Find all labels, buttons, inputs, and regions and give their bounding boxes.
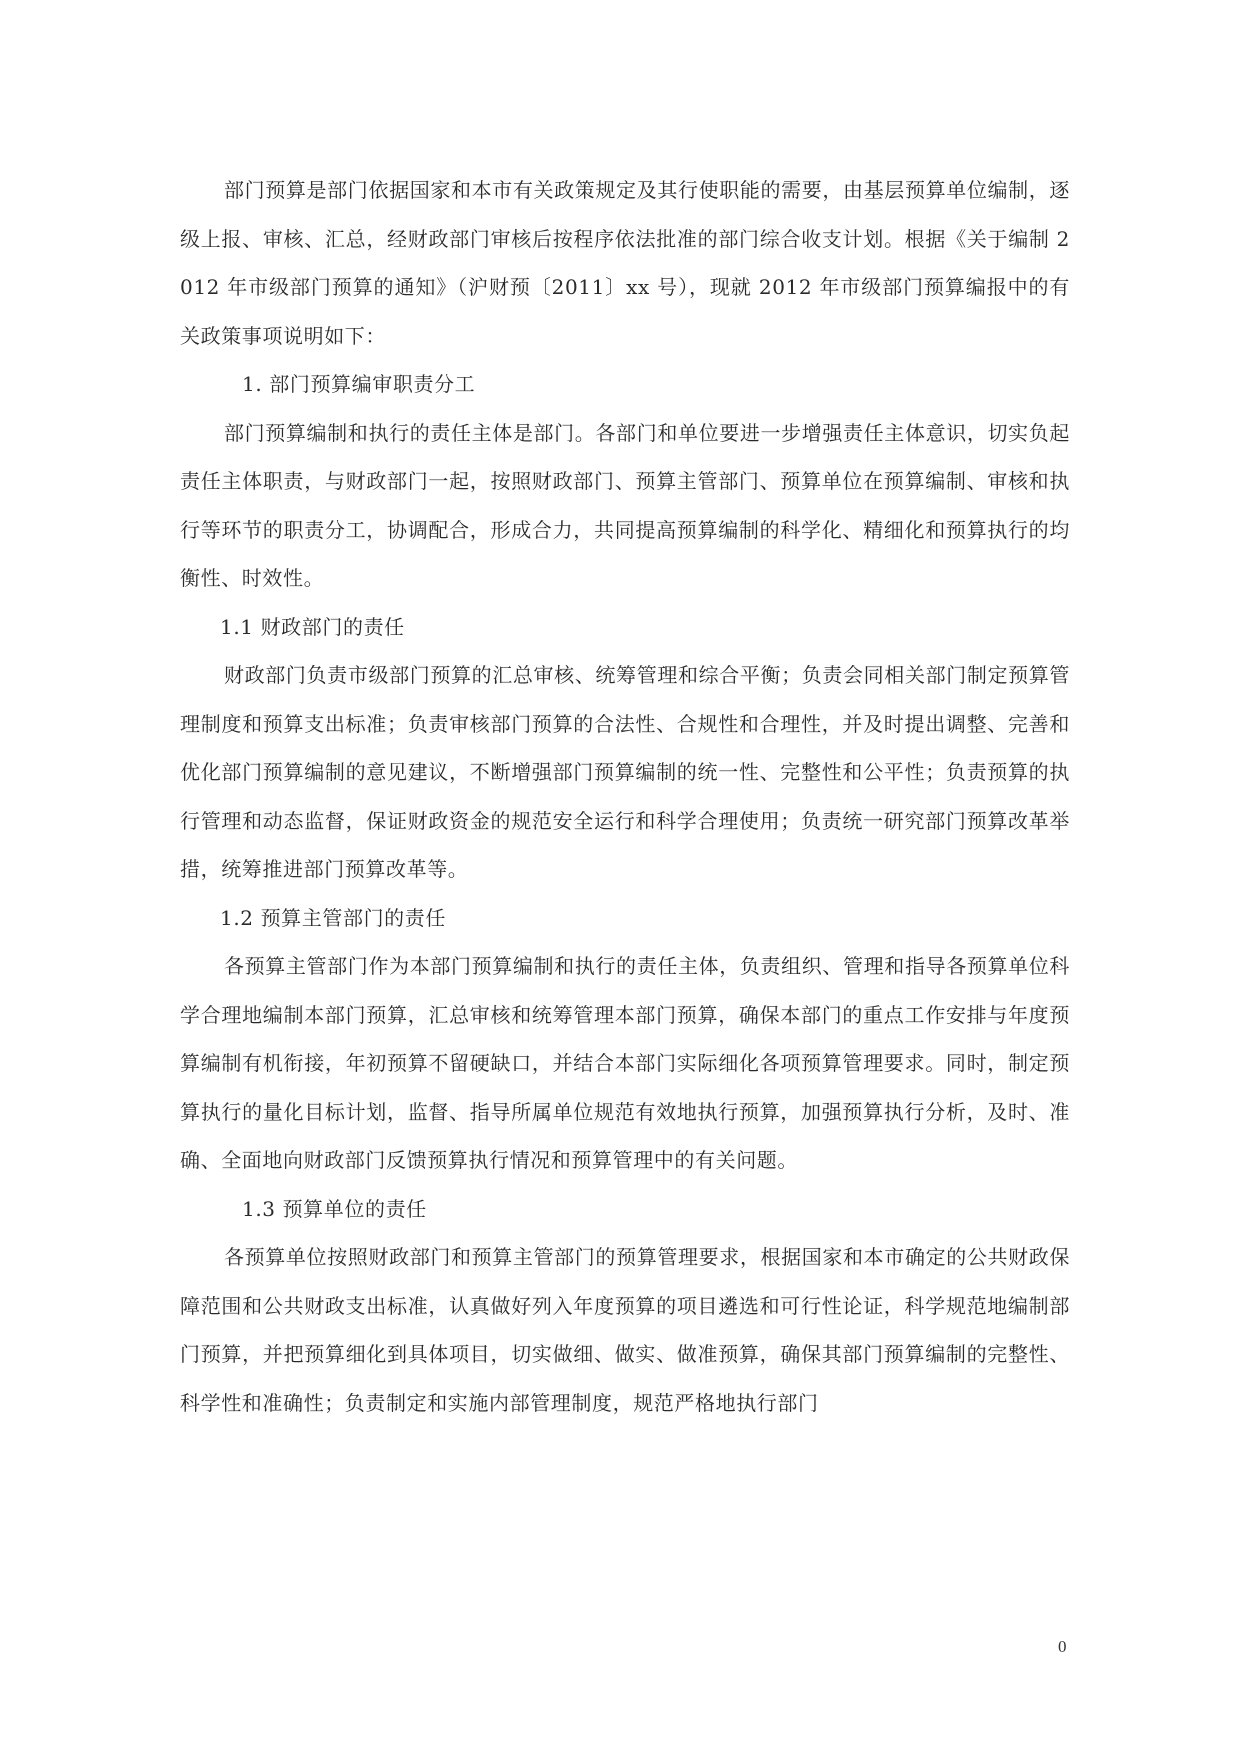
page-number: 0 xyxy=(1058,1637,1067,1656)
section-1-2-paragraph: 各预算主管部门作为本部门预算编制和执行的责任主体，负责组织、管理和指导各预算单位科学合理地编制本部门预算，汇总审核和统筹管理本部门预算，确保本部门的重点工作安排与年度预算编制有机衔接，年初预算不留硬缺口，并结合本部门实际细化各项预算管理要求。同时，制定预算执行的量化目标计划，监督、指导所属单位规范有效地执行预算，加强预算执行分析，及时、准确、全面地向财政部门反馈预算执行情况和预算管理中的有关问题。 xyxy=(180,954,1070,1172)
document-body xyxy=(180,166,1070,1427)
section-1-paragraph: 部门预算编制和执行的责任主体是部门。各部门和单位要进一步增强责任主体意识，切实负起责任主体职责，与财政部门一起，按照财政部门、预算主管部门、预算单位在预算编制、审核和执行等环节的职责分工，协调配合，形成合力，共同提高预算编制的科学化、精细化和预算执行的均衡性、时效性。 xyxy=(180,420,1070,590)
section-1-heading: 1. 部门预算编审职责分工 xyxy=(242,372,476,396)
section-1-1-heading: 1.1 财政部门的责任 xyxy=(220,614,405,639)
section-1-1-paragraph: 财政部门负责市级部门预算的汇总审核、统筹管理和综合平衡；负责会同相关部门制定预算管理制度和预算支出标准；负责审核部门预算的合法性、合规性和合理性，并及时提出调整、完善和优化部门预算编制的意见建议，不断增强部门预算编制的统一性、完整性和公平性；负责预算的执行管理和动态监督，保证财政资金的规范安全运行和科学合理使用；负责统一研究部门预算改革举措，统筹推进部门预算改革等。 xyxy=(180,663,1070,881)
section-1-3-heading: 1.3 预算单位的责任 xyxy=(242,1196,427,1221)
section-1-2-heading: 1.2 预算主管部门的责任 xyxy=(220,905,446,930)
section-1-3-paragraph: 各预算单位按照财政部门和预算主管部门的预算管理要求，根据国家和本市确定的公共财政保障范围和公共财政支出标准，认真做好列入年度预算的项目遴选和可行性论证，科学规范地编制部门预算，并把预算细化到具体项目，切实做细、做实、做准预算，确保其部门预算编制的完整性、科学性和准确性；负责制定和实施内部管理制度，规范严格地执行部门 xyxy=(180,1245,1070,1415)
intro-paragraph: 部门预算是部门依据国家和本市有关政策规定及其行使职能的需要，由基层预算单位编制，逐级上报、审核、汇总，经财政部门审核后按程序依法批准的部门综合收支计划。根据《关于编制 2012 年市级部门预算的通知》（沪财预〔2011〕xx 号），现就 2012 年市级部门预算编报中的有关政策事项说明如下： xyxy=(180,178,1070,348)
